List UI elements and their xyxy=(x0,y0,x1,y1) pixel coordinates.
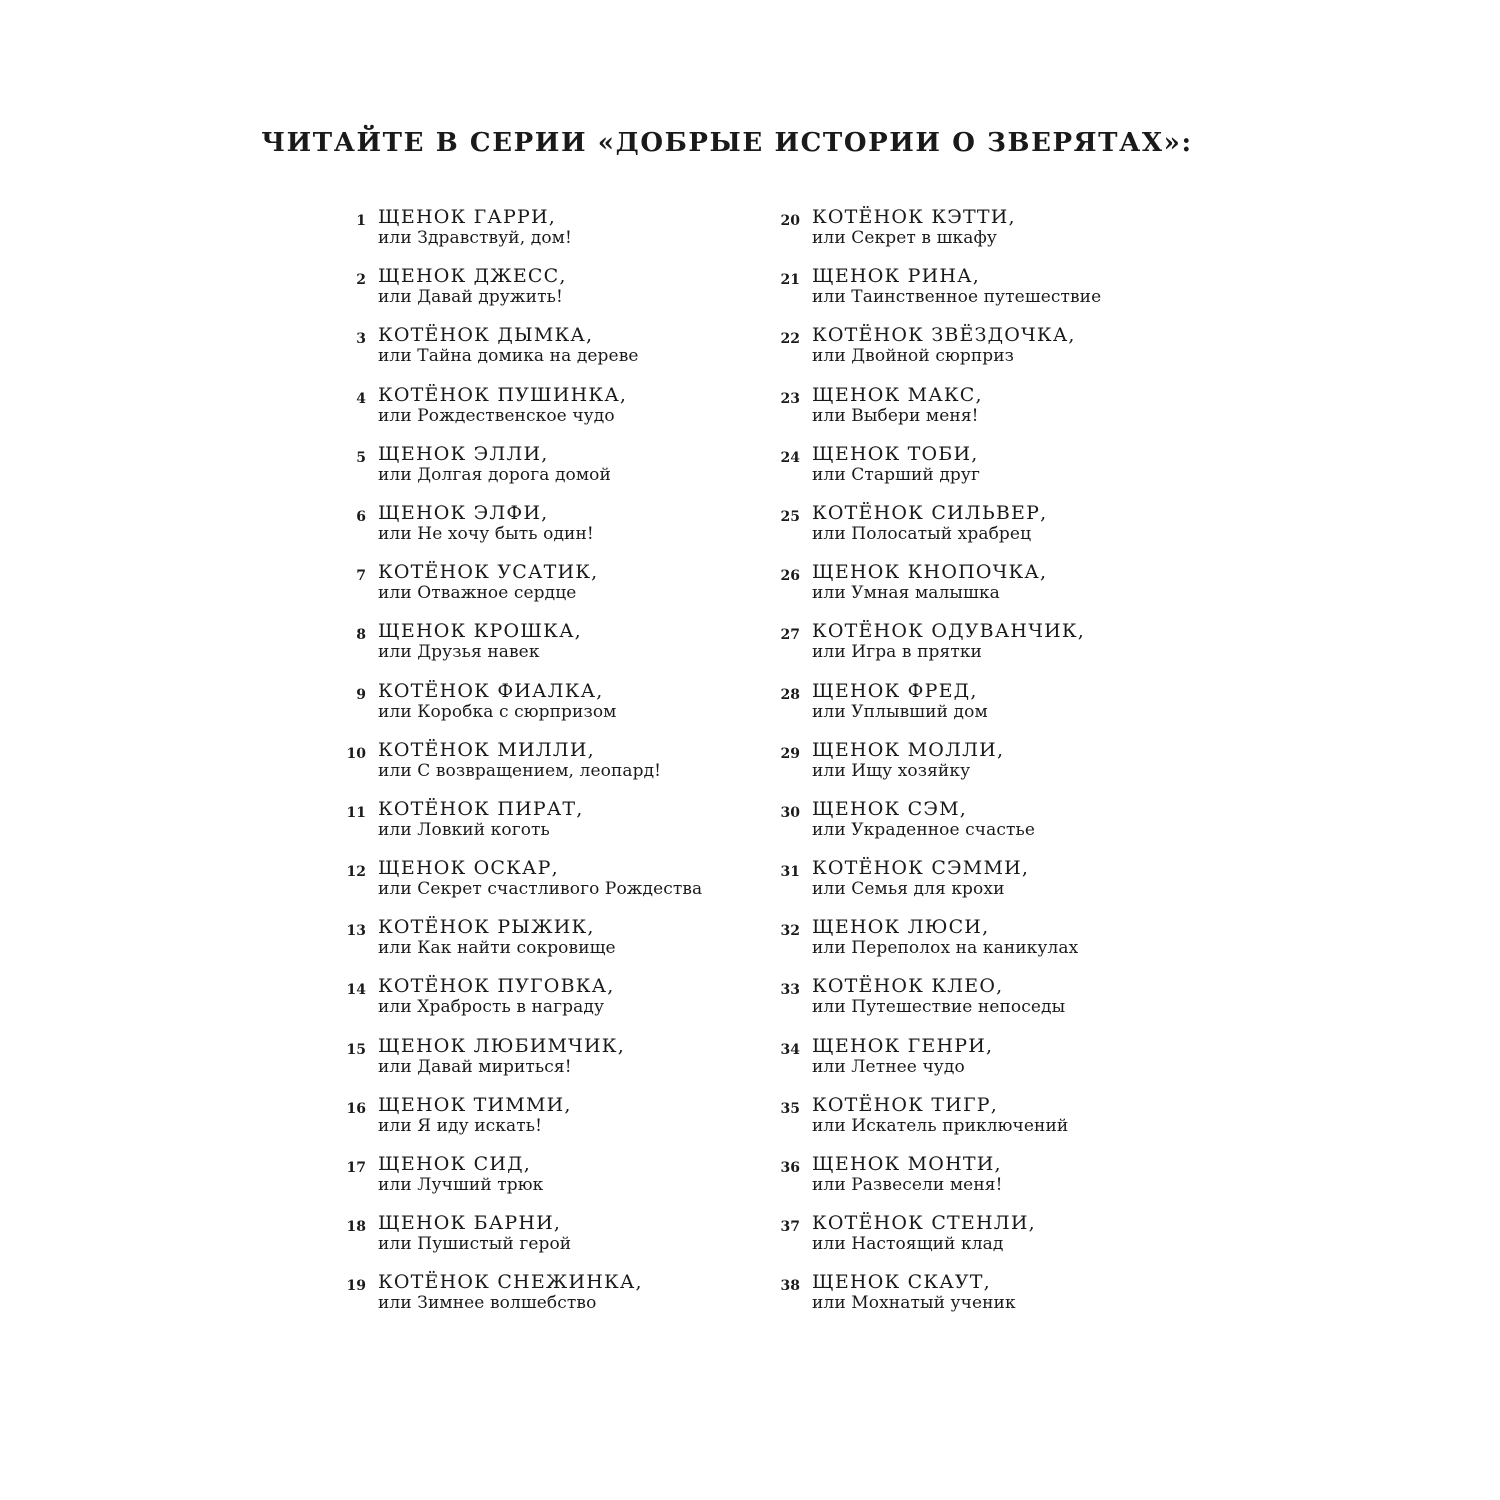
book-number: 27 xyxy=(780,627,800,644)
book-list-item xyxy=(770,1212,1101,1271)
book-subtitle: или Долгая дорога домой xyxy=(378,464,611,485)
book-number: 26 xyxy=(780,568,800,585)
book-list-item xyxy=(770,916,1101,975)
book-subtitle: или Настоящий клад xyxy=(812,1234,1004,1255)
book-subtitle: или Храбрость в награду xyxy=(378,997,605,1018)
book-title: ЩЕНОК КРОШКА, xyxy=(378,620,582,643)
book-subtitle: или Семья для крохи xyxy=(812,879,1005,900)
book-list-item xyxy=(336,1271,702,1330)
book-subtitle: или Развесели меня! xyxy=(812,1175,1003,1195)
book-number: 8 xyxy=(356,627,366,644)
book-list-item xyxy=(770,206,1101,265)
book-list-item xyxy=(336,916,702,975)
book-title: ЩЕНОК ДЖЕСС, xyxy=(378,265,567,288)
book-number: 37 xyxy=(780,1219,800,1236)
book-number: 29 xyxy=(780,745,800,762)
book-list-item xyxy=(336,265,702,324)
book-subtitle: или Ищу хозяйку xyxy=(812,760,971,781)
book-title: ЩЕНОК МАКС, xyxy=(812,383,983,406)
book-subtitle: или Путешествие непоседы xyxy=(812,997,1066,1018)
book-title: КОТЁНОК МИЛЛИ, xyxy=(378,738,595,761)
book-list-item xyxy=(770,857,1101,916)
book-list-left-column xyxy=(336,206,702,1331)
book-number: 13 xyxy=(346,923,366,940)
book-title: ЩЕНОК БАРНИ, xyxy=(378,1212,562,1235)
book-title: ЩЕНОК СИД, xyxy=(378,1153,532,1175)
book-list-item xyxy=(770,561,1101,620)
book-subtitle: или Отважное сердце xyxy=(378,583,577,604)
book-title: ЩЕНОК СКАУТ, xyxy=(812,1271,991,1294)
book-subtitle: или Мохнатый ученик xyxy=(812,1293,1016,1314)
book-title: КОТЁНОК ТИГР, xyxy=(812,1093,998,1116)
book-list-item xyxy=(336,206,702,265)
book-subtitle: или Умная малышка xyxy=(812,583,1000,604)
book-number: 22 xyxy=(780,331,800,348)
book-title: КОТЁНОК РЫЖИК, xyxy=(378,916,595,939)
book-list-item xyxy=(770,620,1101,679)
book-number: 6 xyxy=(356,508,366,525)
book-list-item xyxy=(336,502,702,561)
book-list-item xyxy=(770,975,1101,1034)
book-number: 16 xyxy=(346,1100,366,1117)
book-number: 33 xyxy=(780,982,800,999)
book-list-item xyxy=(336,620,702,679)
book-list-item xyxy=(770,384,1101,443)
book-subtitle: или Секрет в шкафу xyxy=(812,228,997,248)
book-subtitle: или Летнее чудо xyxy=(812,1056,965,1077)
book-title: КОТЁНОК СЭММИ, xyxy=(812,857,1030,880)
book-number: 32 xyxy=(780,923,800,940)
book-subtitle: или Двойной сюрприз xyxy=(812,346,1015,367)
book-list-item xyxy=(336,324,702,383)
book-title: ЩЕНОК ЭЛФИ, xyxy=(378,501,549,524)
book-number: 35 xyxy=(780,1100,800,1117)
book-number: 19 xyxy=(346,1278,366,1295)
book-number: 10 xyxy=(346,745,366,762)
book-list-item xyxy=(770,739,1101,798)
book-subtitle: или Уплывший дом xyxy=(812,701,988,722)
book-number: 28 xyxy=(780,686,800,703)
book-number: 11 xyxy=(346,804,366,821)
book-title: ЩЕНОК ТОБИ, xyxy=(812,442,979,465)
book-subtitle: или Здравствуй, дом! xyxy=(378,228,572,248)
book-list-item xyxy=(336,443,702,502)
book-list-item xyxy=(770,1035,1101,1094)
book-title: ЩЕНОК ОСКАР, xyxy=(378,857,559,880)
page-title: ЧИТАЙТЕ В СЕРИИ «ДОБРЫЕ ИСТОРИИ О ЗВЕРЯТАХ»: xyxy=(261,128,1193,158)
book-number: 4 xyxy=(356,390,366,407)
book-list-item xyxy=(336,798,702,857)
book-list-item xyxy=(770,1271,1101,1330)
book-title: КОТЁНОК УСАТИК, xyxy=(378,561,599,584)
book-number: 5 xyxy=(356,449,366,466)
book-number: 17 xyxy=(346,1160,366,1176)
book-title: ЩЕНОК ЛЮСИ, xyxy=(812,916,990,939)
book-number: 25 xyxy=(780,508,800,525)
book-title: ЩЕНОК РИНА, xyxy=(812,265,980,288)
book-number: 3 xyxy=(356,331,366,348)
book-subtitle: или Рождественское чудо xyxy=(378,405,615,426)
book-list-item xyxy=(336,561,702,620)
book-subtitle: или Переполох на каникулах xyxy=(812,938,1079,959)
book-title: КОТЁНОК СТЕНЛИ, xyxy=(812,1212,1036,1235)
book-subtitle: или Лучший трюк xyxy=(378,1175,544,1195)
book-number: 7 xyxy=(356,568,366,585)
book-number: 14 xyxy=(346,982,366,999)
book-title: ЩЕНОК СЭМ, xyxy=(812,797,968,820)
book-subtitle: или Ловкий коготь xyxy=(378,819,550,840)
book-subtitle: или Искатель приключений xyxy=(812,1115,1069,1136)
book-title: КОТЁНОК ПУГОВКА, xyxy=(378,975,615,998)
book-title: КОТЁНОК ОДУВАНЧИК, xyxy=(812,620,1085,643)
book-subtitle: или Старший друг xyxy=(812,464,981,485)
book-list-item xyxy=(336,1212,702,1271)
book-title: ЩЕНОК ЭЛЛИ, xyxy=(378,442,549,465)
book-number: 31 xyxy=(780,864,800,881)
book-subtitle: или Давай дружить! xyxy=(378,287,563,308)
book-subtitle: или Таинственное путешествие xyxy=(812,287,1102,308)
book-subtitle: или Как найти сокровище xyxy=(378,938,616,959)
book-title: КОТЁНОК ДЫМКА, xyxy=(378,324,594,347)
book-subtitle: или Украденное счастье xyxy=(812,819,1036,840)
book-number: 30 xyxy=(780,804,800,821)
book-subtitle: или Секрет счастливого Рождества xyxy=(378,879,703,900)
book-list-right-column xyxy=(770,206,1101,1331)
book-list-item xyxy=(770,680,1101,739)
book-subtitle: или Пушистый герой xyxy=(378,1234,572,1255)
book-list-item xyxy=(336,1094,702,1153)
book-list-item xyxy=(336,1035,702,1094)
book-subtitle: или С возвращением, леопард! xyxy=(378,760,662,781)
book-number: 21 xyxy=(780,272,800,289)
book-number: 34 xyxy=(780,1041,800,1058)
book-title: ЩЕНОК ГЕНРИ, xyxy=(812,1034,994,1057)
book-number: 18 xyxy=(346,1219,366,1236)
book-subtitle: или Тайна домика на дереве xyxy=(378,346,639,367)
book-title: ЩЕНОК МОНТИ, xyxy=(812,1153,1002,1175)
book-title: ЩЕНОК ЛЮБИМЧИК, xyxy=(378,1034,625,1057)
book-list-item xyxy=(336,1153,702,1212)
book-title: КОТЁНОК КЭТТИ, xyxy=(812,206,1016,228)
book-number: 15 xyxy=(346,1041,366,1058)
book-number: 2 xyxy=(356,272,366,289)
book-list-item xyxy=(336,857,702,916)
book-title: ЩЕНОК МОЛЛИ, xyxy=(812,738,1005,761)
book-subtitle: или Друзья навек xyxy=(378,642,540,663)
book-list-item xyxy=(770,798,1101,857)
book-title: ЩЕНОК ГАРРИ, xyxy=(378,206,556,228)
book-title: ЩЕНОК ТИММИ, xyxy=(378,1093,572,1116)
book-number: 36 xyxy=(780,1160,800,1176)
book-list-item xyxy=(770,502,1101,561)
book-title: КОТЁНОК ПУШИНКА, xyxy=(378,383,628,406)
book-subtitle: или Игра в прятки xyxy=(812,642,982,663)
book-title: КОТЁНОК СНЕЖИНКА, xyxy=(378,1271,643,1294)
book-subtitle: или Давай мириться! xyxy=(378,1056,572,1077)
book-list-item xyxy=(770,1094,1101,1153)
book-number: 23 xyxy=(780,390,800,407)
book-list-item xyxy=(336,975,702,1034)
book-number: 1 xyxy=(356,213,366,229)
book-list-item xyxy=(770,265,1101,324)
book-subtitle: или Коробка с сюрпризом xyxy=(378,701,617,722)
book-list-item xyxy=(770,1153,1101,1212)
book-title: КОТЁНОК ЗВЁЗДОЧКА, xyxy=(812,324,1076,347)
book-title: КОТЁНОК СИЛЬВЕР, xyxy=(812,501,1048,524)
book-list-item xyxy=(770,443,1101,502)
book-title: КОТЁНОК ФИАЛКА, xyxy=(378,679,604,702)
book-list-item xyxy=(336,739,702,798)
book-subtitle: или Выбери меня! xyxy=(812,405,979,426)
book-title: КОТЁНОК ПИРАТ, xyxy=(378,797,584,820)
book-subtitle: или Полосатый храбрец xyxy=(812,523,1032,544)
book-title: ЩЕНОК ФРЕД, xyxy=(812,679,978,702)
book-number: 38 xyxy=(780,1278,800,1295)
book-title: ЩЕНОК КНОПОЧКА, xyxy=(812,561,1048,584)
book-number: 9 xyxy=(356,686,366,703)
book-subtitle: или Не хочу быть один! xyxy=(378,523,594,544)
book-number: 12 xyxy=(346,864,366,881)
book-title: КОТЁНОК КЛЕО, xyxy=(812,975,1004,998)
book-subtitle: или Зимнее волшебство xyxy=(378,1293,597,1314)
book-number: 20 xyxy=(780,213,800,229)
book-list-item xyxy=(770,324,1101,383)
book-subtitle: или Я иду искать! xyxy=(378,1115,543,1136)
book-number: 24 xyxy=(780,449,800,466)
book-list-item xyxy=(336,384,702,443)
book-list-item xyxy=(336,680,702,739)
